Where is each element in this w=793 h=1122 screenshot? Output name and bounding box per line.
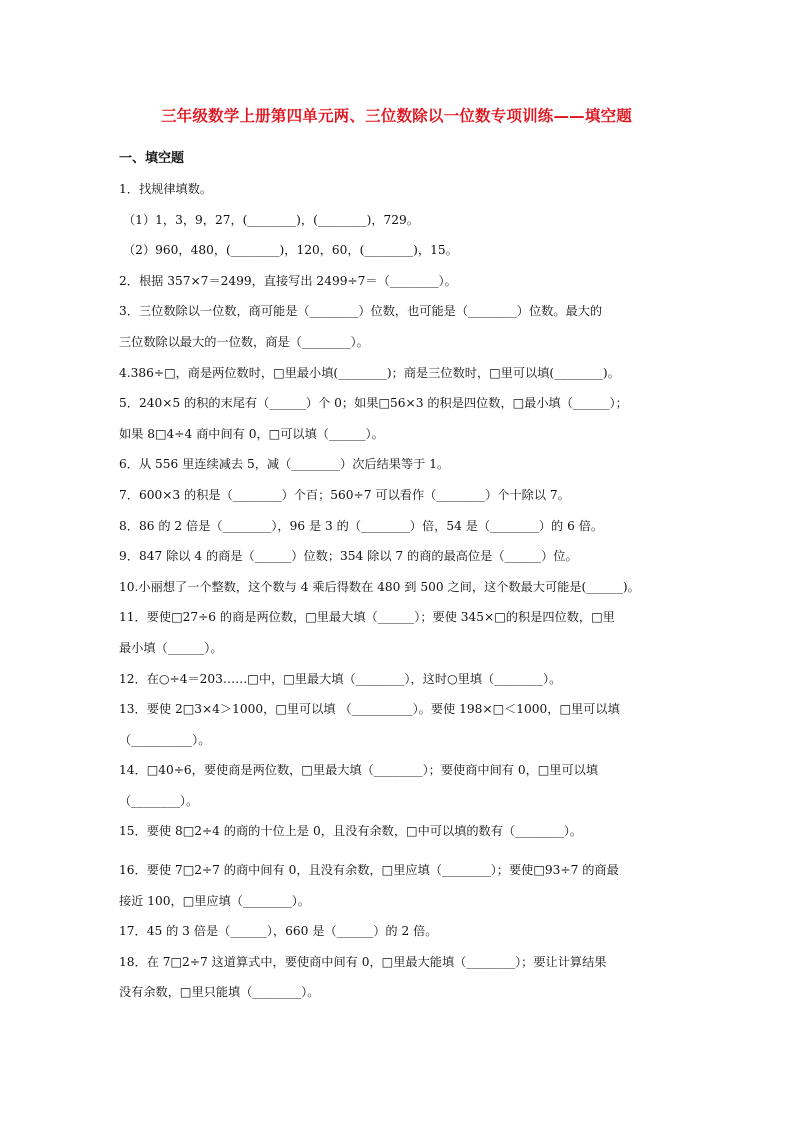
question-1-part-1: （1）1，3，9，27，(________)，(________)，729。 — [123, 212, 419, 227]
question-8: 8．86 的 2 倍是（________），96 是 3 的（________）倍，54 是（________）的 6 倍。 — [119, 518, 604, 533]
question-17: 17．45 的 3 倍是（______），660 是（______）的 2 倍。 — [119, 924, 438, 939]
question-12: 12．在○÷4＝203……□中，□里最大填（________），这时○里填（________）。 — [119, 671, 562, 686]
question-14: 14．□40÷6，要使商是两位数，□里最大填（________）；要使商中间有 0，□里可以填 — [119, 763, 599, 778]
question-11: 11．要使□27÷6 的商是两位数，□里最大填（______）；要使 345×□的积是四位数，□里 — [119, 610, 615, 625]
question-1: 1．找规律填数。 — [119, 182, 213, 196]
question-11-cont: 最小填（______）。 — [119, 640, 223, 655]
question-14-cont: （________）。 — [119, 793, 199, 808]
page-title: 三年级数学上册第四单元两、三位数除以一位数专项训练——填空题 — [160, 107, 632, 125]
question-5: 5．240×5 的积的末尾有（______）个 0；如果□56×3 的积是四位数，□最小填（______）； — [119, 396, 628, 411]
question-3-cont: 三位数除以最大的一位数，商是（________）。 — [119, 334, 369, 349]
question-3: 3．三位数除以一位数，商可能是（________）位数，也可能是（________）位数。最大的 — [119, 304, 603, 319]
question-15: 15．要使 8□2÷4 的商的十位上是 0，且没有余数，□中可以填的数有（________）。 — [119, 824, 583, 839]
question-5-cont: 如果 8□4÷4 商中间有 0，□可以填（______）。 — [119, 426, 384, 441]
question-13: 13．要使 2□3×4＞1000，□里可以填 （__________）。要使 198×□＜1000，□里可以填 — [119, 702, 620, 717]
question-9: 9．847 除以 4 的商是（______）位数；354 除以 7 的商的最高位是（______）位。 — [119, 549, 578, 564]
question-18: 18．在 7□2÷7 这道算式中，要使商中间有 0，□里最大能填（________）；要让计算结果 — [119, 954, 607, 969]
question-4: 4.386÷□，商是两位数时，□里最小填(________)；商是三位数时，□里可以填(________)。 — [119, 365, 620, 380]
spacer — [119, 847, 679, 855]
question-13-cont: （__________）。 — [119, 732, 211, 747]
question-6: 6．从 556 里连续减去 5，减（________）次后结果等于 1。 — [119, 457, 450, 472]
question-7: 7．600×3 的积是（________）个百；560÷7 可以看作（________）个十除以 7。 — [119, 487, 570, 502]
question-16-cont: 接近 100，□里应填（________）。 — [119, 893, 310, 908]
question-list — [119, 174, 679, 1008]
question-16: 16．要使 7□2÷7 的商中间有 0，且没有余数，□里应填（________）；要使□93÷7 的商最 — [119, 863, 619, 878]
question-18-cont: 没有余数，□里只能填（________）。 — [119, 985, 320, 1000]
question-2: 2．根据 357×7＝2499，直接写出 2499÷7＝（________）。 — [119, 273, 457, 288]
question-10: 10.小丽想了一个整数，这个数与 4 乘后得数在 480 到 500 之间，这个数最大可能是(______)。 — [119, 579, 640, 594]
section-heading: 一、填空题 — [119, 151, 185, 166]
question-1-part-2: （2）960，480，(________)，120，60，(________)，15。 — [123, 243, 458, 258]
